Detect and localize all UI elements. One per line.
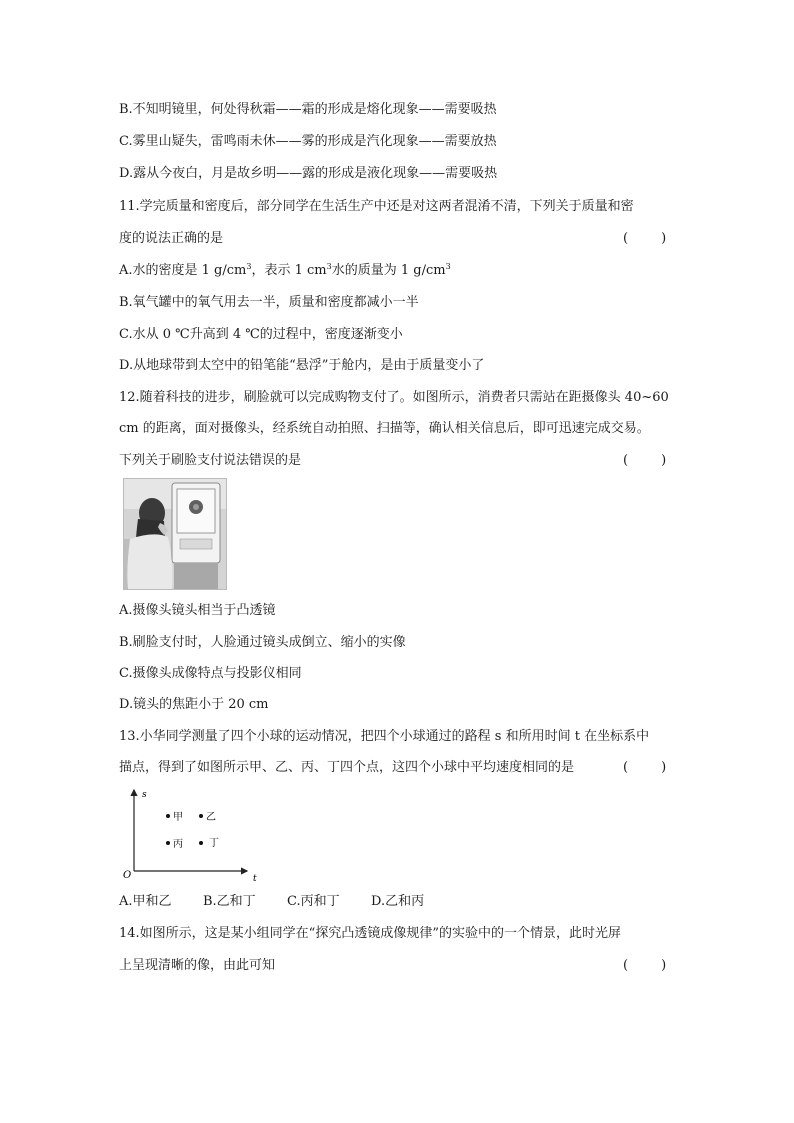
q13-options xyxy=(119,892,424,912)
st-graph xyxy=(119,786,259,886)
point-bing xyxy=(166,841,170,845)
s-axis-label: s xyxy=(142,790,147,800)
q11-option-c: C.水从 0 ℃升高到 4 ℃的过程中，密度逐渐变小 xyxy=(119,327,403,342)
q14-stem-line2: 上呈现清晰的像，由此可知 xyxy=(119,958,276,973)
q12-stem-line2: cm 的距离，面对摄像头，经系统自动拍照、扫描等，确认相关信息后，即可迅速完成交易。 xyxy=(119,421,650,436)
q11-option-a xyxy=(119,261,451,281)
q11-option-b: B.氧气罐中的氧气用去一半，质量和密度都减小一半 xyxy=(119,295,419,310)
q11-stem-line1: 11.学完质量和密度后，部分同学在生活生产中还是对这两者混淆不清，下列关于质量和密 xyxy=(119,199,634,214)
origin-label: O xyxy=(123,870,132,881)
point-ding xyxy=(199,841,203,845)
q11-option-a-text1: A.水的密度是 1 g/cm xyxy=(119,263,247,278)
q11-option-d: D.从地球带到太空中的铅笔能“悬浮”于舱内，是由于质量变小了 xyxy=(119,358,485,373)
q13-stem-line2: 描点，得到了如图所示甲、乙、丙、丁四个点，这四个小球中平均速度相同的是 xyxy=(119,760,575,775)
point-yi-label: 乙 xyxy=(206,812,216,823)
q13-answer-bracket: ( ) xyxy=(623,760,667,775)
q10-option-b: B.不知明镜里，何处得秋霜——霜的形成是熔化现象——需要吸热 xyxy=(119,102,497,117)
q12-stem-line3: 下列关于刷脸支付说法错误的是 xyxy=(119,453,302,468)
t-axis-label: t xyxy=(253,874,257,884)
q11-option-a-sup3: 3 xyxy=(445,262,451,271)
q11-option-a-sup1: 3 xyxy=(246,262,252,271)
point-ding-label: 丁 xyxy=(209,838,219,849)
q13-option-c: C.丙和丁 xyxy=(287,894,340,909)
q12-option-d: D.镜头的焦距小于 20 cm xyxy=(119,697,269,712)
q14-answer-bracket: ( ) xyxy=(623,958,667,973)
q10-option-d: D.露从今夜白，月是故乡明——露的形成是液化现象——需要吸热 xyxy=(119,166,498,181)
face-payment-photo xyxy=(123,478,227,590)
q11-answer-bracket: ( ) xyxy=(623,231,667,246)
point-jia-label: 甲 xyxy=(173,812,183,823)
face-payment-illustration xyxy=(124,479,226,589)
q13-option-d: D.乙和丙 xyxy=(371,894,425,909)
q13-option-b: B.乙和丁 xyxy=(203,894,256,909)
q13-option-a: A.甲和乙 xyxy=(119,894,172,909)
q12-option-c: C.摄像头成像特点与投影仪相同 xyxy=(119,666,302,681)
point-bing-label: 丙 xyxy=(173,839,183,850)
q13-stem-line1: 13.小华同学测量了四个小球的运动情况，把四个小球通过的路程 s 和所用时间 t 在坐标系中 xyxy=(119,729,650,744)
point-jia xyxy=(166,814,170,818)
q12-option-b: B.刷脸支付时，人脸通过镜头成倒立、缩小的实像 xyxy=(119,635,406,650)
q12-stem-line1: 12.随着科技的进步，刷脸就可以完成购物支付了。如图所示，消费者只需站在距摄像头 40~60 xyxy=(119,390,669,405)
q12-option-a: A.摄像头镜头相当于凸透镜 xyxy=(119,603,276,618)
q11-option-a-text2: ，表示 1 cm xyxy=(251,263,327,278)
q14-stem-line1: 14.如图所示，这是某小组同学在“探究凸透镜成像规律”的实验中的一个情景，此时光屏 xyxy=(119,926,621,941)
q11-stem-line2: 度的说法正确的是 xyxy=(119,231,224,246)
point-yi xyxy=(199,814,203,818)
q12-answer-bracket: ( ) xyxy=(623,453,667,468)
q11-option-a-sup2: 3 xyxy=(326,262,332,271)
q10-option-c: C.雾里山疑失，雷鸣雨未休——雾的形成是汽化现象——需要放热 xyxy=(119,134,497,149)
q11-option-a-text3: 水的质量为 1 g/cm xyxy=(331,263,446,278)
